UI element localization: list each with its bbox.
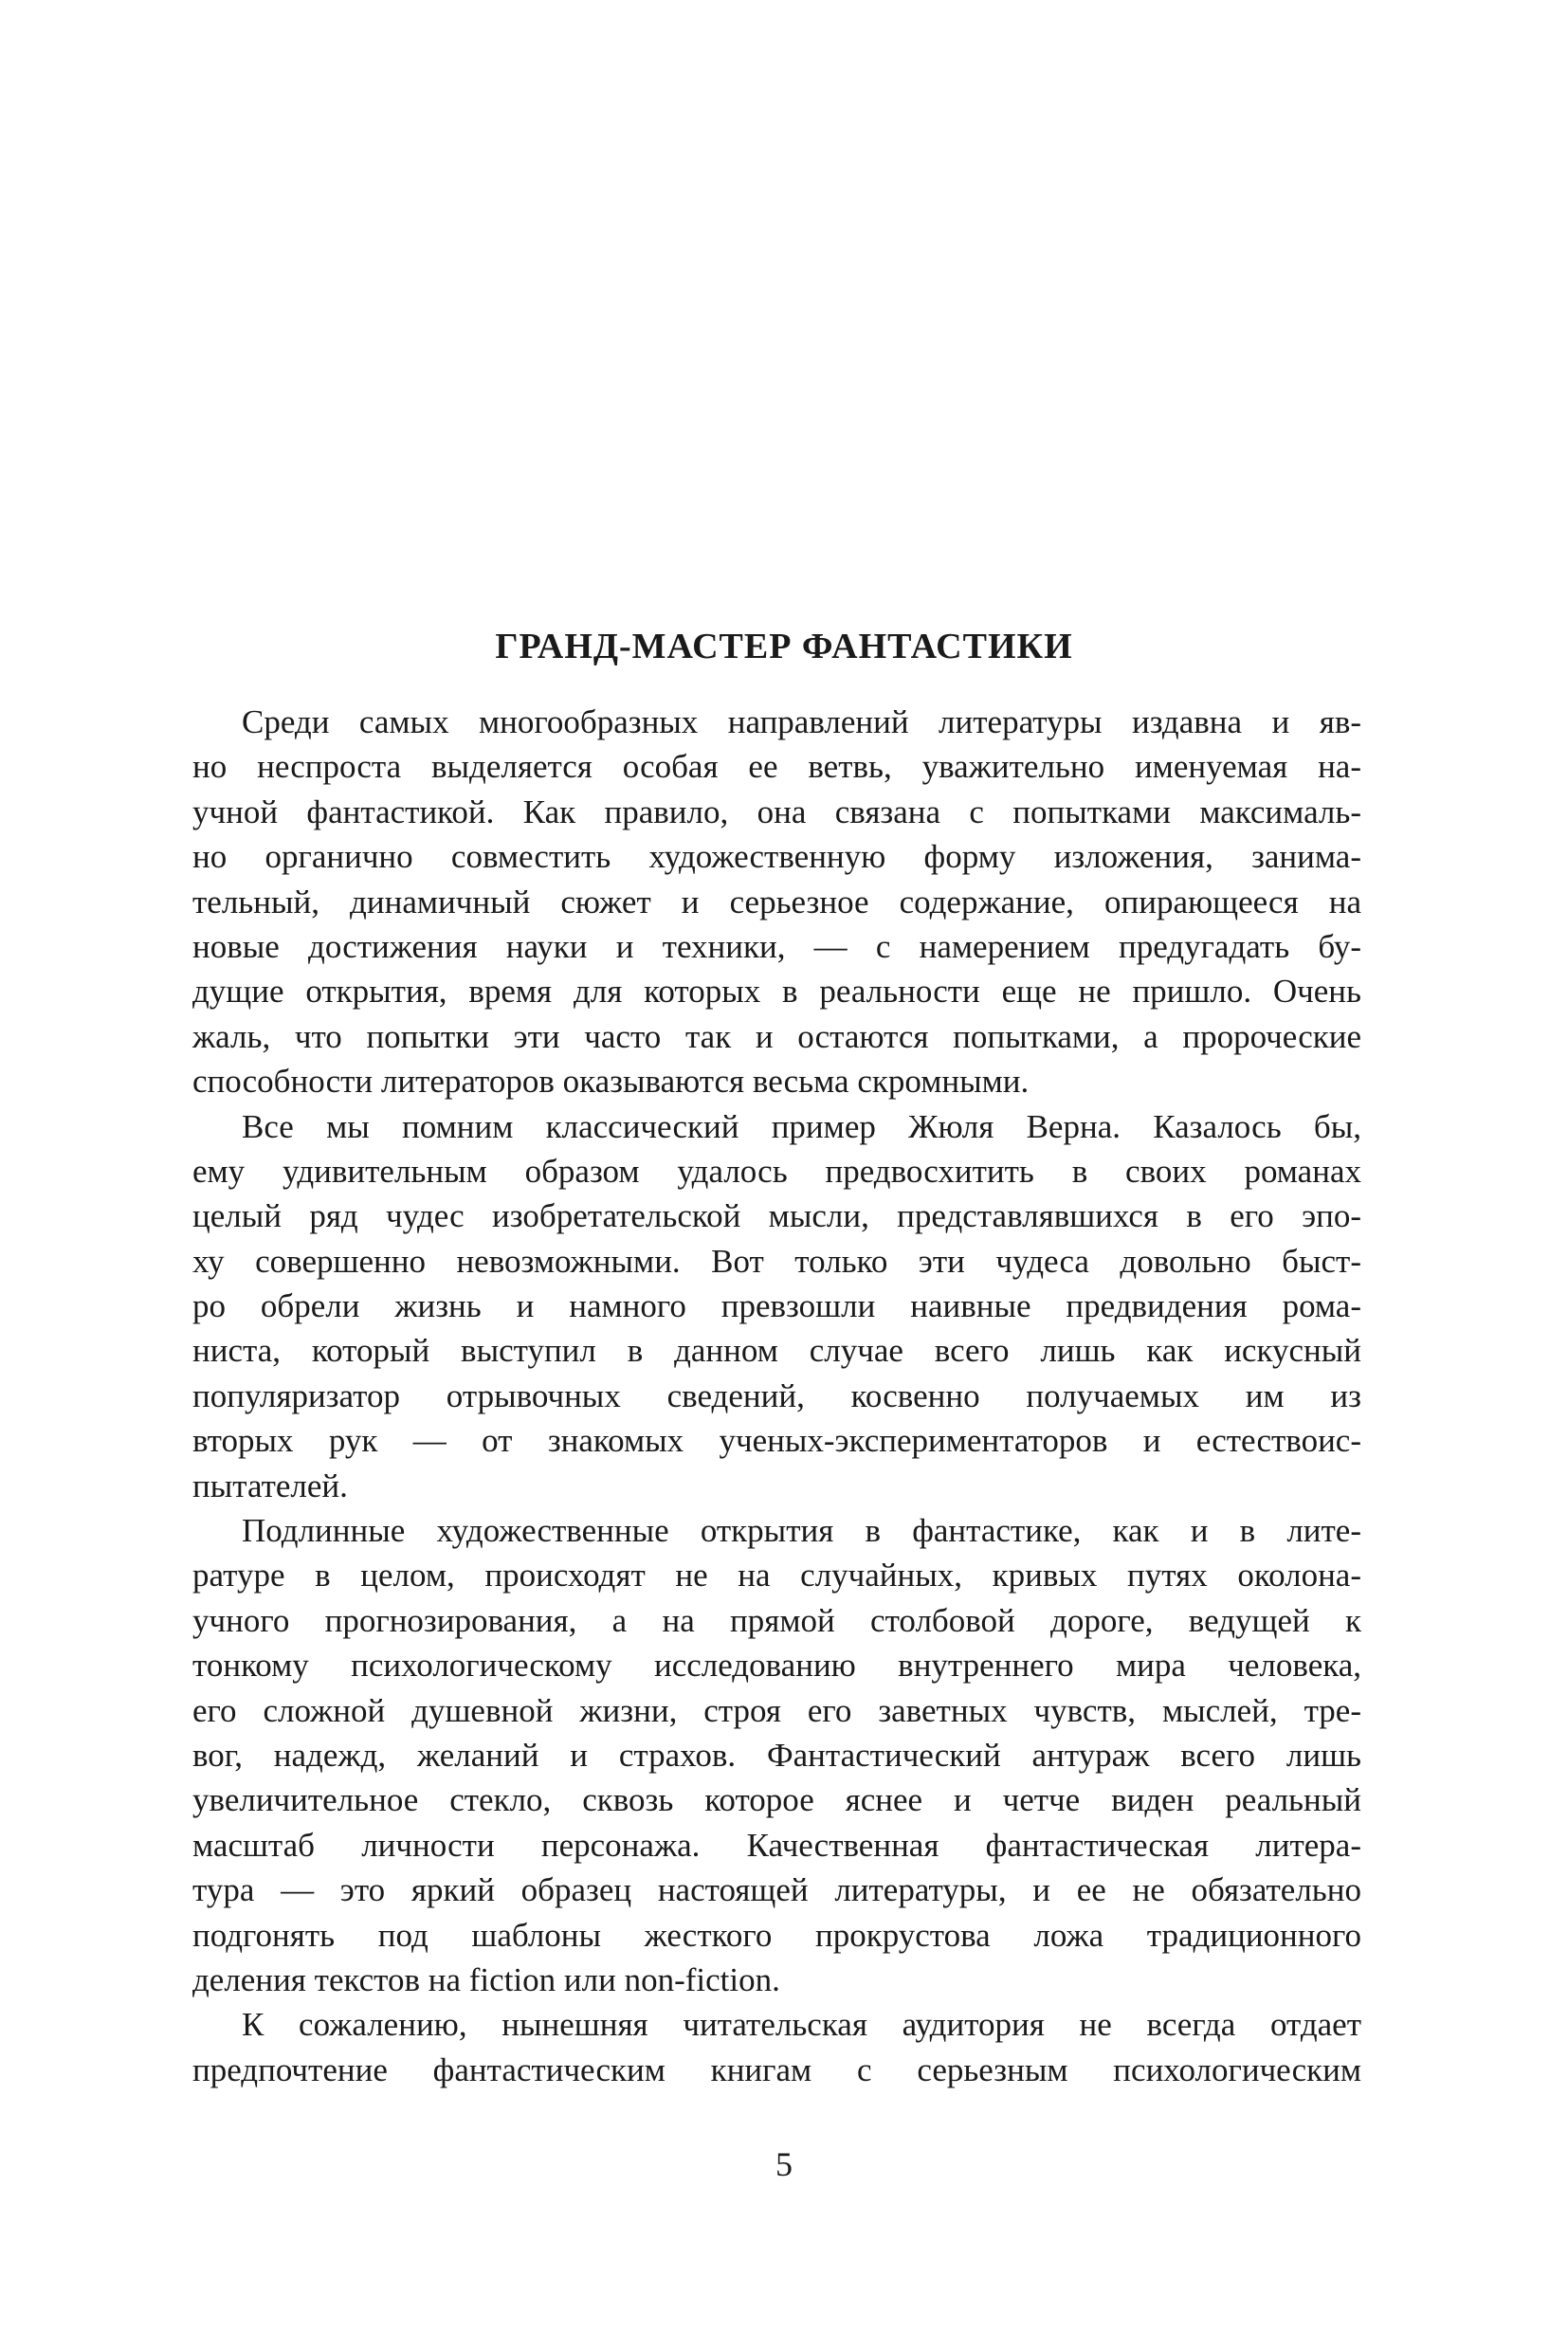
text-line: жаль, что попытки эти часто так и остаются попытками, а пророческие	[192, 1017, 1361, 1055]
text-line: его сложной душевной жизни, строя его заветных чувств, мыслей, тре-	[192, 1691, 1361, 1729]
text-line: К сожалению, нынешняя читательская аудитория не всегда отдает	[242, 2006, 1361, 2044]
page-number: 5	[775, 2145, 793, 2183]
text-line: Все мы помним классический пример Жюля Верна. Казалось бы,	[242, 1107, 1361, 1145]
text-line: ро обрели жизнь и намного превзошли наивные предвидения рома-	[192, 1287, 1361, 1325]
text-line: деления текстов на fiction или non-fiction.	[192, 1960, 780, 1998]
text-line: новые достижения науки и техники, — с намерением предугадать бу-	[192, 927, 1361, 965]
text-line: популяризатор отрывочных сведений, косвенно получаемых им из	[192, 1376, 1361, 1414]
text-line: вторых рук — от знакомых ученых-экспериментаторов и естествоис-	[192, 1422, 1361, 1460]
text-line: Подлинные художественные открытия в фантастике, как и в лите-	[242, 1512, 1361, 1550]
text-line: пытателей.	[192, 1467, 348, 1504]
text-line: но неспроста выделяется особая ее ветвь, уважительно именуемая на-	[192, 748, 1361, 786]
text-line: ниста, который выступил в данном случае всего лишь как искусный	[192, 1332, 1361, 1370]
text-line: Среди самых многообразных направлений литературы издавна и яв-	[242, 703, 1361, 740]
text-line: целый ряд чудес изобретательской мысли, представлявшихся в его эпо-	[192, 1197, 1361, 1235]
text-line: ему удивительным образом удалось предвосхитить в своих романах	[192, 1152, 1361, 1190]
text-line: учной фантастикой. Как правило, она связана с попытками максималь-	[192, 793, 1361, 830]
body-text	[192, 700, 1361, 2092]
text-line: предпочтение фантастическим книгам с серьезным психологическим	[192, 2050, 1361, 2088]
text-line: масштаб личности персонажа. Качественная фантастическая литера-	[192, 1826, 1361, 1864]
text-line: учного прогнозирования, а на прямой столбовой дороге, ведущей к	[192, 1601, 1361, 1639]
text-line: тонкому психологическому исследованию внутреннего мира человека,	[192, 1647, 1361, 1685]
chapter-title: ГРАНД-МАСТЕР ФАНТАСТИКИ	[495, 627, 1073, 666]
text-line: увеличительное стекло, сквозь которое яснее и четче виден реальный	[192, 1781, 1361, 1819]
text-line: подгонять под шаблоны жесткого прокрустова ложа традиционного	[192, 1916, 1361, 1954]
text-line: тура — это яркий образец настоящей литературы, и ее не обязательно	[192, 1871, 1361, 1909]
text-line: дущие открытия, время для которых в реальности еще не пришло. Очень	[192, 973, 1361, 1011]
text-line: вог, надежд, желаний и страхов. Фантастический антураж всего лишь	[192, 1736, 1361, 1774]
text-line: тельный, динамичный сюжет и серьезное содержание, опирающееся на	[192, 883, 1361, 920]
text-line: способности литераторов оказываются весьма скромными.	[192, 1063, 1030, 1101]
text-line: ху совершенно невозможными. Вот только эти чудеса довольно быст-	[192, 1242, 1361, 1280]
text-line: ратуре в целом, происходят не на случайных, кривых путях околона-	[192, 1557, 1361, 1595]
text-line: но органично совместить художественную форму изложения, занима-	[192, 838, 1361, 876]
